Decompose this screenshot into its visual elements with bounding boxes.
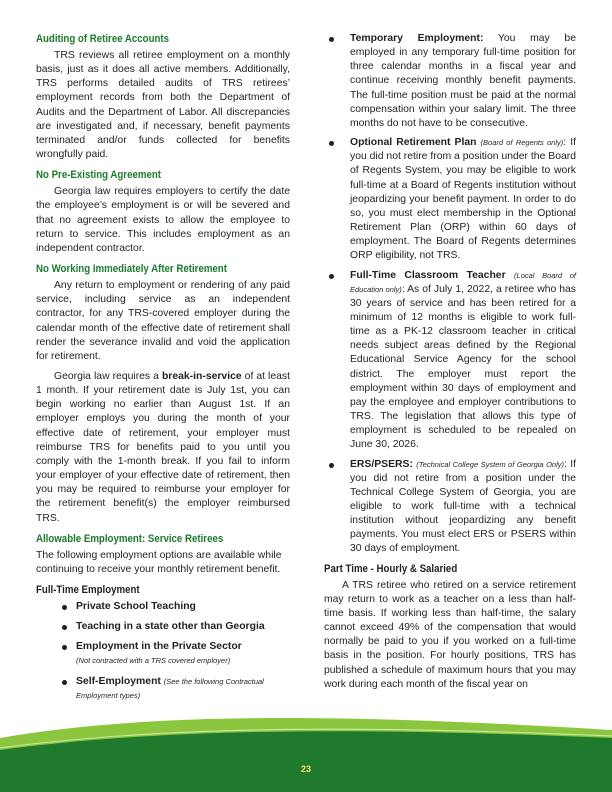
break-in-service-post: of at least 1 month. If your retirement date is July 1st, you can begin working no earlier than August 1st. If an employer employs you during the month of your effective date of retirement, your employer must reimburse TRS for benefits paid to you until you comply with the 1-month break. If you fail to inform your employer of your effective date of retirement, then you may be required to reimburse your employer for the retirement benefit(s) the employer reimbursed TRS.: [36, 370, 290, 524]
footer-wave-decoration: [0, 708, 612, 792]
footer-wave-dark: [0, 731, 612, 792]
list-item-orp: [324, 136, 576, 263]
bullet-icon: [329, 274, 334, 279]
classroom-body: : As of July 1, 2022, a retiree who has 30 years of service and has been retired for a minimum of 12 months is eligible to work full-time as a PK-12 classroom teacher in critical needs subject areas defined by the Regional Educational Service Agency for the school district. The employer must report the employment within 30 days of employment and pay the employee and employer contributions to TRS. The legislation that allows this type of employment is scheduled to be repealed on June 30, 2026.: [350, 283, 577, 451]
employment-types-list: [324, 32, 576, 557]
bullet-icon: [62, 680, 67, 685]
list-item-label: Teaching in a state other than Georgia: [76, 621, 265, 633]
list-item-note: (See the following Contractual Employment types): [76, 676, 264, 700]
list-item: [36, 600, 290, 614]
heading-no-working: No Working Immediately After Retirement: [36, 263, 227, 276]
heading-auditing: Auditing of Retiree Accounts: [36, 33, 170, 45]
list-item-note: (Not contracted with a TRS covered employer): [76, 656, 231, 666]
list-item-classroom: [324, 269, 576, 453]
list-item: [36, 675, 290, 703]
bullet-icon: [329, 141, 334, 146]
heading-allowable: Allowable Employment: Service Retirees: [36, 532, 224, 545]
heading-full-time: Full-Time Employment: [36, 584, 140, 596]
no-working-body-2: [36, 370, 290, 526]
ers-label: ERS/PSERS:: [350, 458, 413, 470]
list-item-label: Employment in the Private Sector: [76, 641, 242, 653]
orp-note: (Board of Regents only): [480, 138, 564, 148]
orp-label: Optional Retirement Plan: [350, 137, 477, 149]
list-item-ers: [324, 458, 576, 557]
heading-no-preexisting: No Pre-Existing Agreement: [36, 169, 161, 182]
bullet-icon: [62, 645, 67, 650]
no-working-body-1: Any return to employment or rendering of any paid service, including service as an independent contractor, for any TRS-covered employer during the calendar month of the effective date of retirement shall render the severance invalid and void the application for retirement.: [36, 280, 290, 362]
left-column: [36, 32, 290, 709]
temporary-body: You may be employed in any temporary full-time position for three calendar months in a fiscal year and continue receiving monthly benefit payments. The full-time position must be paid at the normal compensation within your salary limit. The three months do not have to be consecutive.: [350, 33, 576, 129]
auditing-body: TRS reviews all retiree employment on a monthly basis, just as it does all active members. Additionally, TRS performs detailed audits of TRS retirees’ employment records from both the Department of Audits and the Department of Labor. All discrepancies are investigated and, if necessary, benefit payments terminated and/or funds collected for benefits wrongfully paid.: [36, 50, 290, 161]
break-in-service-term: break-in-service: [161, 370, 242, 382]
classroom-note: (Local Board of Education only): [350, 270, 576, 294]
classroom-label: Full-Time Classroom Teacher: [350, 269, 506, 281]
list-item-label: Private School Teaching: [76, 601, 196, 612]
part-time-body: A TRS retiree who retired on a service retirement may return to work as a teacher on a less than half-time basis. If working less than half-time, the salary cannot exceed 49% of the compensation that would normally be paid to you if you worked on a full-time basis in the position. For hourly positions, TRS has published a schedule of maximum hours that you may work during each month of the fiscal year on: [324, 579, 576, 690]
right-column: [324, 32, 576, 698]
ers-note: (Technical College System of Georgia Only): [416, 459, 565, 469]
page-number: 23: [300, 764, 311, 774]
bullet-icon: [329, 37, 334, 42]
orp-body: : If you did not retire from a position under the Board of Regents System, you may be eligible to work full-time at a Board of Regents institution without jeopardizing your benefit payment. In order to do so, you must elect membership in the Optional Retirement Plan (ORP) within 60 days of employment. The Board of Regents determines ORP eligibility, not TRS.: [350, 137, 576, 262]
bullet-icon: [329, 463, 334, 468]
temporary-label: Temporary Employment:: [350, 33, 484, 44]
list-item-temporary: [324, 32, 576, 131]
ers-body: : If you did not retire from a position under the Technical College System of Georgia, you are eligible to work full-time with a technical institution without jeopardizing any benefit payments. You must elect ERS or PSERS within 30 days of employment.: [350, 458, 577, 555]
full-time-list: [36, 600, 290, 703]
list-item: [36, 620, 290, 634]
list-item: [36, 640, 290, 668]
bullet-icon: [62, 625, 67, 630]
bullet-icon: [62, 605, 67, 610]
no-preexisting-body: Georgia law requires employers to certify the date the employee’s employment is or will be severed and that no agreement exists to allow the employee to return to service. This includes employment as an independent contractor.: [36, 186, 290, 254]
break-in-service-pre: Georgia law requires a: [54, 370, 162, 382]
heading-part-time: Part Time - Hourly & Salaried: [324, 562, 458, 575]
list-item-label: Self-Employment: [76, 675, 161, 687]
allowable-body: The following employment options are available while continuing to receive your monthly retirement benefit.: [36, 549, 282, 575]
